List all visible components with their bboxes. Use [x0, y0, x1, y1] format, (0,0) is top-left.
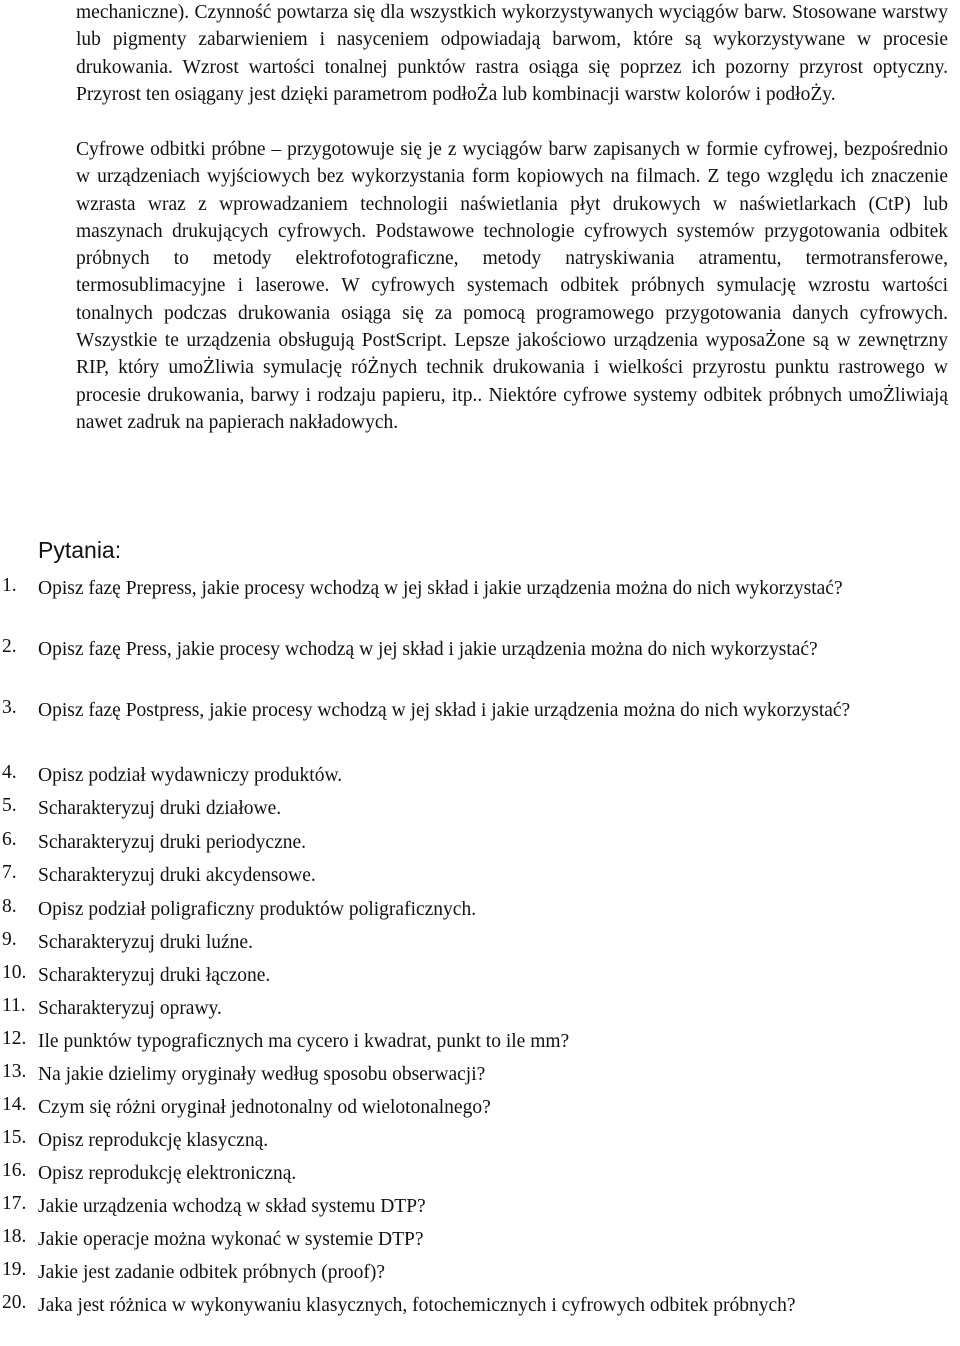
body-paragraph-2: [76, 136, 948, 436]
question-item: [0, 1094, 960, 1122]
body-paragraph-1: mechaniczne). Czynność powtarza się dla wszystkich wykorzystywanych wyciągów barw. Stosowane warstwy lub pigmenty zabarwieniem i nasyceniem odpowiadają barwom, które są wykorzystywane w procesie drukowania. Wzrost wartości tonalnej punktów rastra osiąga się poprzez ich pozorny przyrost optyczny. Przyrost ten osiągany jest dzięki parametrom podłoŻa lub kombinacji warstw kolorów i podłoŻy.: [76, 2, 948, 105]
question-text: Opisz fazę Prepress, jakie procesy wchodzą w jej skład i jakie urządzenia można do nich wykorzystać?: [38, 578, 843, 599]
question-item: [0, 1028, 960, 1056]
question-text: Opisz podział wydawniczy produktów.: [38, 765, 343, 786]
question-text: Jakie operacje można wykonać w systemie DTP?: [38, 1229, 424, 1250]
question-text: Opisz reprodukcję elektroniczną.: [38, 1163, 297, 1184]
question-number: 14.: [2, 1094, 27, 1115]
question-text: Scharakteryzuj druki luźne.: [38, 932, 253, 953]
question-text: Scharakteryzuj druki łączone.: [38, 965, 271, 986]
question-text: Opisz fazę Postpress, jakie procesy wchodzą w jej skład i jakie urządzenia można do nich wykorzystać?: [38, 700, 851, 721]
question-number: 11.: [2, 995, 26, 1016]
question-number: 18.: [2, 1226, 27, 1247]
question-item: [0, 636, 960, 664]
question-text: Ile punktów typograficznych ma cycero i kwadrat, punkt to ile mm?: [38, 1031, 570, 1052]
question-text: Scharakteryzuj druki periodyczne.: [38, 832, 307, 853]
question-number: 5.: [2, 795, 17, 816]
question-text: Scharakteryzuj druki działowe.: [38, 798, 282, 819]
question-number: 7.: [2, 862, 17, 883]
question-number: 3.: [2, 697, 17, 718]
question-item: [0, 697, 960, 725]
question-item: [0, 995, 960, 1023]
question-number: 1.: [2, 575, 17, 596]
question-item: [0, 1292, 960, 1320]
question-number: 8.: [2, 896, 17, 917]
question-item: [0, 1160, 960, 1188]
question-number: 10.: [2, 962, 27, 983]
question-item: [0, 1061, 960, 1089]
question-text: Scharakteryzuj druki akcydensowe.: [38, 865, 316, 886]
question-text: Jaka jest różnica w wykonywaniu klasycznych, fotochemicznych i cyfrowych odbitek próbnych?: [38, 1295, 796, 1316]
question-item: [0, 575, 960, 603]
question-item: [0, 1127, 960, 1155]
question-item: [0, 929, 960, 957]
question-number: 15.: [2, 1127, 27, 1148]
question-item: [0, 762, 960, 790]
question-number: 6.: [2, 829, 17, 850]
question-number: 12.: [2, 1028, 27, 1049]
question-text: Na jakie dzielimy oryginały według sposobu obserwacji?: [38, 1064, 486, 1085]
question-number: 2.: [2, 636, 17, 657]
question-text: Scharakteryzuj oprawy.: [38, 998, 222, 1019]
question-number: 19.: [2, 1259, 27, 1280]
question-item: [0, 829, 960, 857]
question-item: [0, 962, 960, 990]
question-item: [0, 1259, 960, 1287]
question-text: Jakie urządzenia wchodzą w skład systemu DTP?: [38, 1196, 426, 1217]
paragraph-2-text: Cyfrowe odbitki próbne – przygotowuje się je z wyciągów barw zapisanych w formie cyfrowej, bezpośrednio w urządzeniach wyjściowych bez wykorzystania form kopiowych na filmach. Z tego względu ich znaczenie wzrasta wraz z wprowadzaniem technologii naświetlania płyt drukowych w naświetlarkach (CtP) lub maszynach drukujących cyfrowych. Podstawowe technologie cyfrowych systemów przygotowania odbitek próbnych to metody elektrofotograficzne, metody natryskiwania atramentu, termotransferowe, termosublimacyjne i laserowe. W cyfrowych systemach odbitek próbnych symulację wzrostu wartości tonalnych podczas drukowania osiąga się za pomocą programowego przygotowania danych cyfrowych. Wszystkie te urządzenia obsługują PostScript. Lepsze jakościowo urządzenia wyposaŻone są w zewnętrzny RIP, który umoŻliwia symulację róŻnych technik drukowania i wielkości przyrostu punktu rastrowego w procesie drukowania, barwy i rodzaju papieru, itp.. Niektóre cyfrowe systemy odbitek próbnych umoŻliwiają nawet zadruk na papierach nakładowych.: [76, 139, 948, 433]
question-text: Opisz podział poligraficzny produktów poligraficznych.: [38, 899, 477, 920]
question-number: 16.: [2, 1160, 27, 1181]
question-number: 4.: [2, 762, 17, 783]
question-number: 13.: [2, 1061, 27, 1082]
question-item: [0, 1193, 960, 1221]
question-number: 17.: [2, 1193, 27, 1214]
question-text: Jakie jest zadanie odbitek próbnych (proof)?: [38, 1262, 386, 1283]
question-item: [0, 862, 960, 890]
question-number: 9.: [2, 929, 17, 950]
question-item: [0, 1226, 960, 1254]
questions-heading: Pytania:: [38, 537, 122, 563]
question-text: Opisz fazę Press, jakie procesy wchodzą w jej skład i jakie urządzenia można do nich wykorzystać?: [38, 639, 818, 660]
question-text: Opisz reprodukcję klasyczną.: [38, 1130, 269, 1151]
question-number: 20.: [2, 1292, 27, 1313]
question-item: [0, 795, 960, 823]
question-item: [0, 896, 960, 924]
question-text: Czym się różni oryginał jednotonalny od wielotonalnego?: [38, 1097, 491, 1118]
